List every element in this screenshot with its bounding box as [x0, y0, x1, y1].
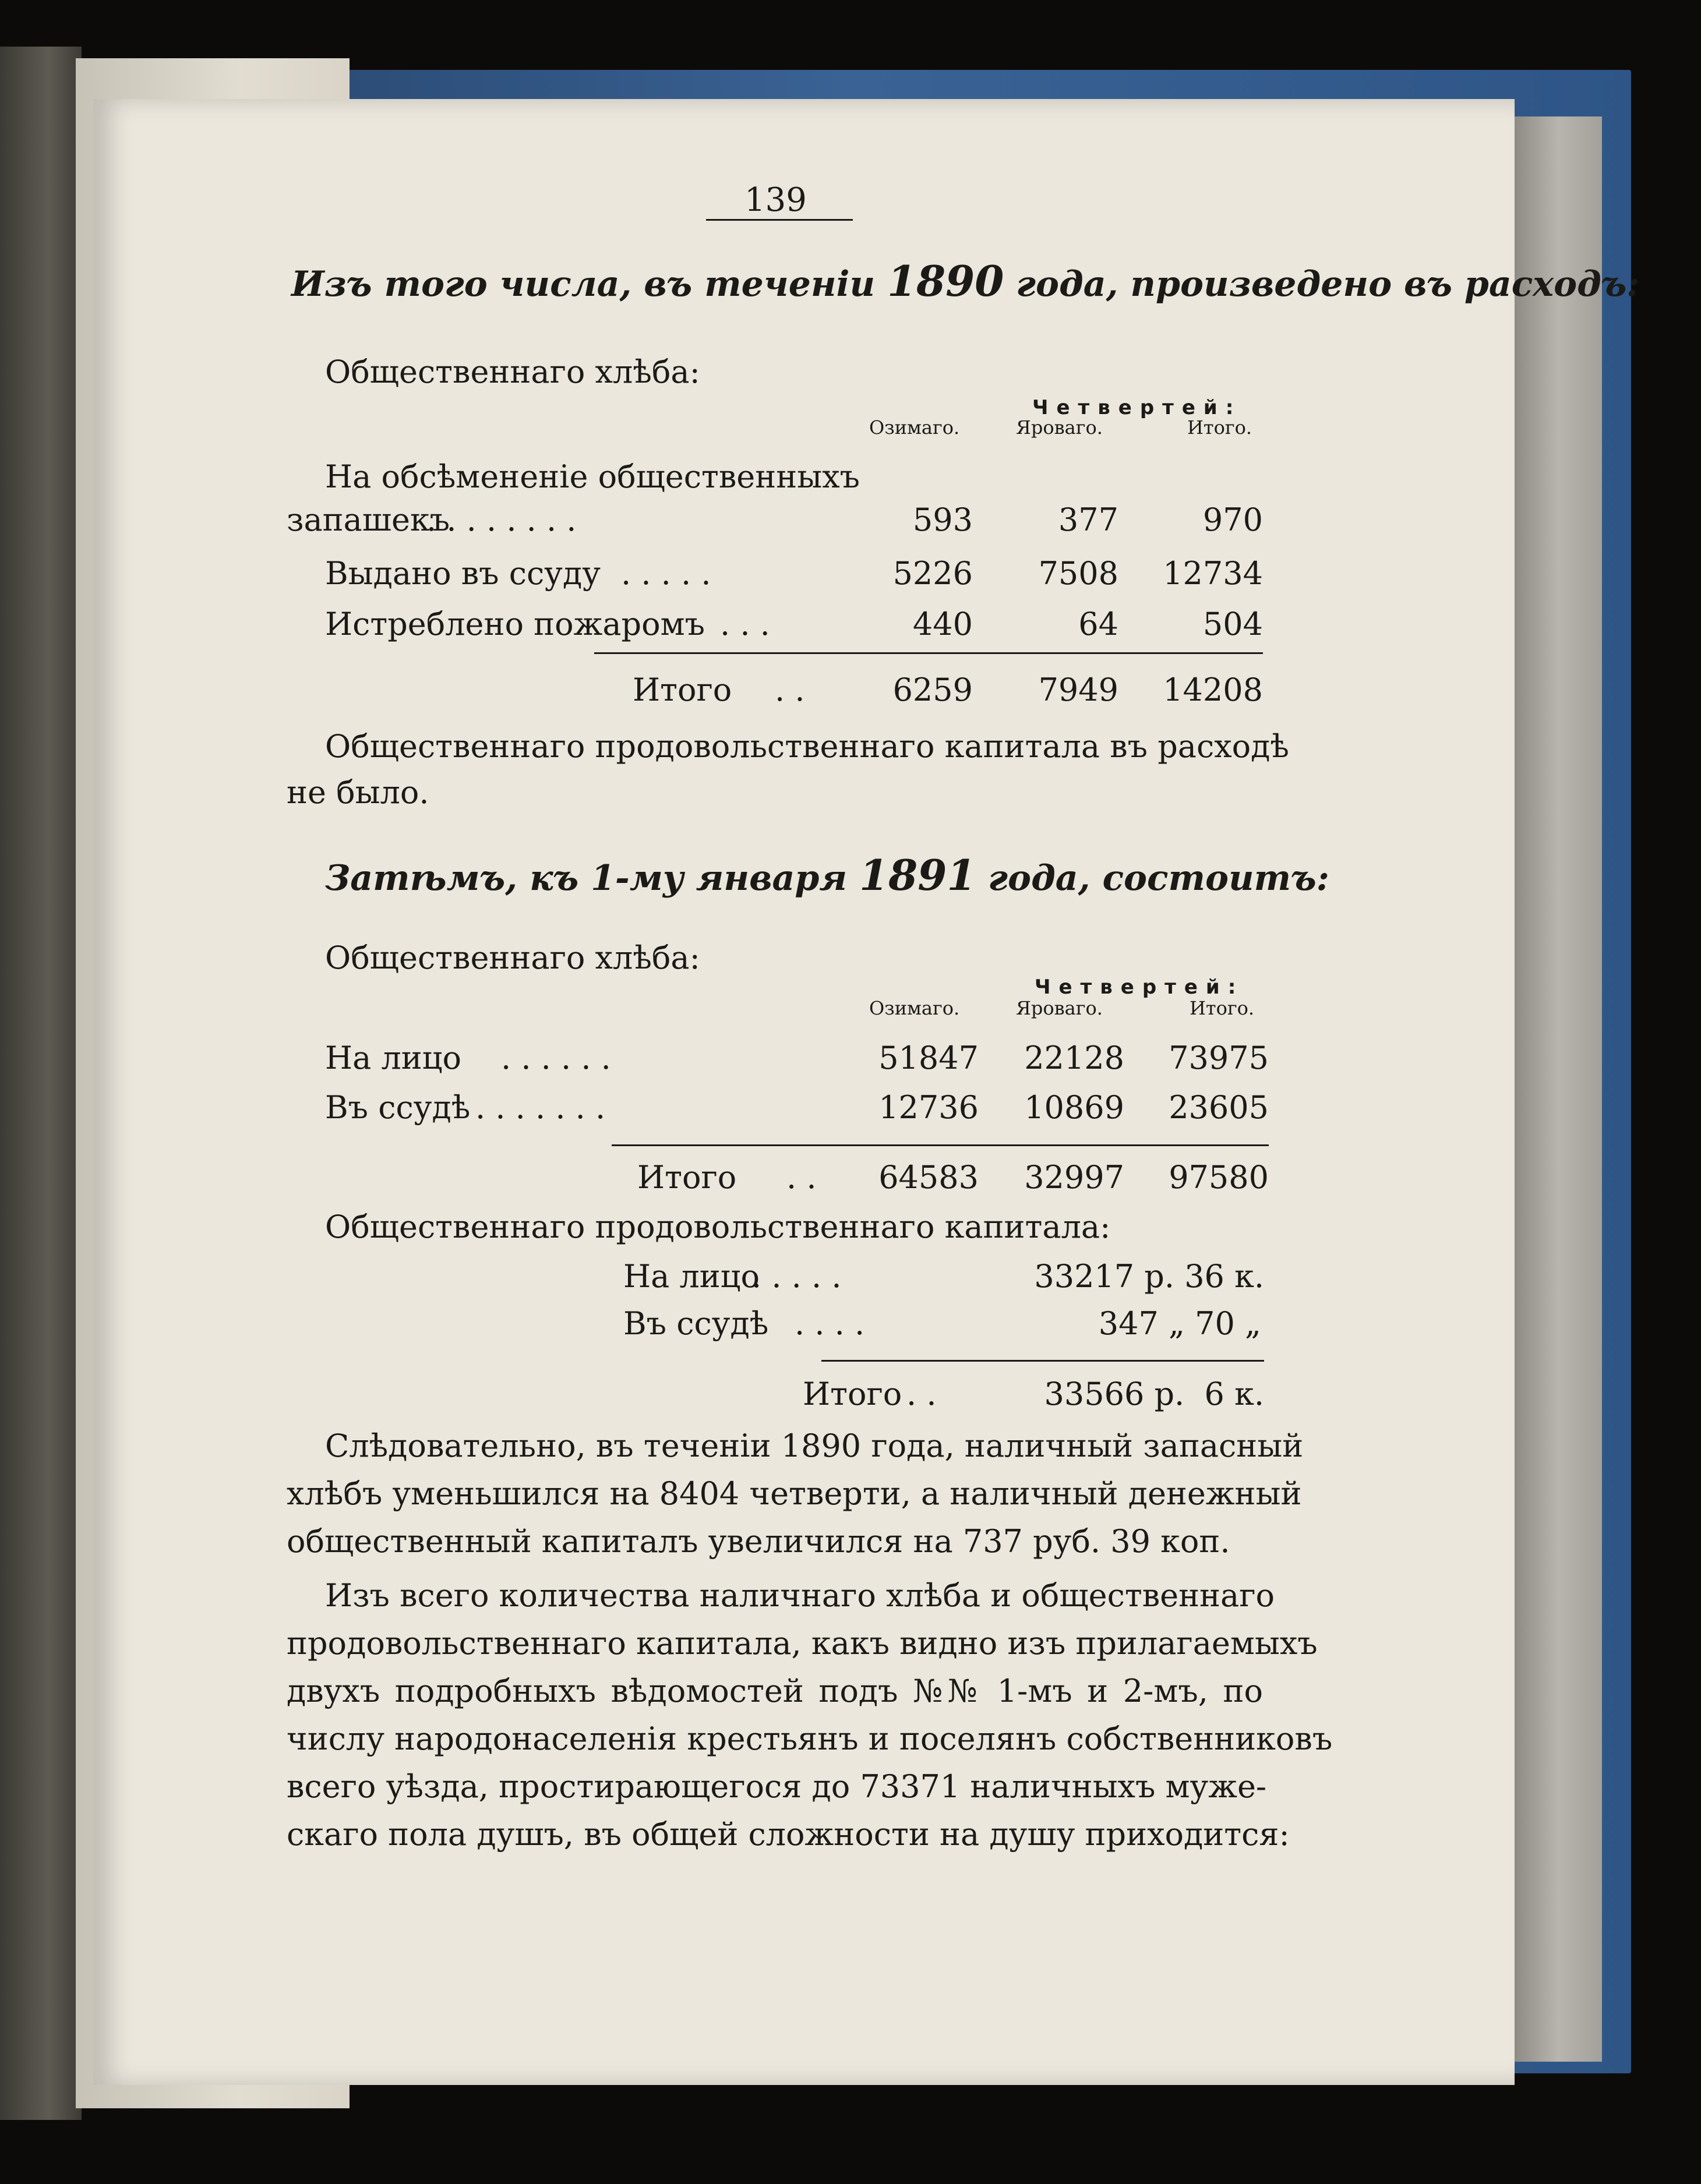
paragraph2-line: двухъ подробныхъ вѣдомостей подъ №№ 1-мъ и 2-мъ, по [287, 1673, 1263, 1709]
page-number: 139 [744, 181, 807, 219]
section1-col-header-total: Итого. [1187, 416, 1252, 439]
paragraph1-line: Слѣдовательно, въ теченіи 1890 года, наличный запасный [325, 1427, 1304, 1464]
back-page-edge [1515, 116, 1602, 2062]
section1-note-line: не было. [287, 774, 429, 811]
section2-total-rule [612, 1144, 1269, 1146]
section2-column-group-header: Четвертей: [1035, 976, 1244, 999]
section1-column-group-header: Четвертей: [1032, 396, 1242, 419]
capital-row-dots: . . . . . [751, 1258, 842, 1295]
capital-total-amount: 33566 р. 6 к. [1044, 1376, 1264, 1412]
row-value-spring: 7508 [1038, 555, 1118, 592]
row-value-total: 504 [1202, 606, 1263, 642]
row-value-total: 12734 [1163, 555, 1263, 592]
capital-total-rule [821, 1360, 1264, 1362]
capital-total-dots: . . [906, 1376, 937, 1412]
book-spine [0, 47, 82, 2120]
capital-title: Общественнаго продовольственнаго капитала: [325, 1208, 1111, 1245]
row-label: На лицо [325, 1040, 461, 1076]
section1-col-header-spring: Яроваго. [1016, 416, 1103, 439]
row-value-winter: 5226 [892, 555, 973, 592]
row-value-total: 970 [1202, 501, 1263, 538]
paragraph2-line: числу народонаселенія крестьянъ и поселянъ собственниковъ [287, 1720, 1333, 1757]
capital-row-dots: . . . . [795, 1305, 865, 1342]
total-value-spring: 7949 [1038, 672, 1118, 708]
capital-row-amount: 347 „ 70 „ [1098, 1305, 1261, 1342]
capital-total-label: Итого [803, 1376, 902, 1412]
section1-subtitle: Общественнаго хлѣба: [325, 354, 700, 390]
row-leader-dots: . . . . . . . . [426, 501, 577, 538]
row-value-winter: 12736 [878, 1089, 979, 1126]
row-leader-dots: . . . . . . [501, 1040, 611, 1076]
section2-col-header-winter: Озимаго. [869, 997, 960, 1019]
total-value-spring: 32997 [1024, 1159, 1124, 1196]
row-value-spring: 22128 [1024, 1040, 1124, 1076]
row-value-winter: 593 [912, 501, 973, 538]
total-value-total: 97580 [1169, 1159, 1269, 1196]
row-label-line1: На обсѣмененіе общественныхъ [325, 458, 860, 495]
row-label: Выдано въ ссуду [325, 555, 601, 592]
row-label: Истреблено пожаромъ [325, 606, 705, 642]
section2-heading: Затѣмъ, къ 1-му января 1891 года, состоитъ: [325, 850, 1329, 900]
capital-row-label: На лицо [623, 1258, 760, 1295]
row-leader-dots: . . . [720, 606, 770, 642]
row-label: Въ ссудѣ [325, 1089, 471, 1126]
paragraph2-line: продовольственнаго капитала, какъ видно изъ прилагаемыхъ [287, 1625, 1318, 1662]
capital-row-label: Въ ссудѣ [623, 1305, 769, 1342]
total-leader-dots: . . [786, 1159, 817, 1196]
paragraph2-line: Изъ всего количества наличнаго хлѣба и общественнаго [325, 1577, 1275, 1614]
section1-heading: Изъ того числа, въ теченіи 1890 года, произведено въ расходъ: [291, 256, 1640, 306]
total-leader-dots: . . [775, 672, 805, 708]
row-value-spring: 10869 [1024, 1089, 1124, 1126]
paragraph1-line: общественный капиталъ увеличился на 737 руб. 39 коп. [287, 1523, 1230, 1560]
section1-total-rule [594, 652, 1263, 654]
row-value-winter: 51847 [878, 1040, 979, 1076]
section2-col-header-total: Итого. [1190, 997, 1255, 1019]
row-value-winter: 440 [912, 606, 973, 642]
section2-subtitle: Общественнаго хлѣба: [325, 939, 700, 976]
section1-col-header-winter: Озимаго. [869, 416, 960, 439]
row-leader-dots: . . . . . [621, 555, 711, 592]
capital-row-amount: 33217 р. 36 к. [1034, 1258, 1264, 1295]
row-value-total: 23605 [1169, 1089, 1269, 1126]
section1-note-line: Общественнаго продовольственнаго капитала въ расходѣ [325, 728, 1289, 765]
total-value-winter: 64583 [878, 1159, 979, 1196]
section2-col-header-spring: Яроваго. [1016, 997, 1103, 1019]
row-value-total: 73975 [1169, 1040, 1269, 1076]
total-label: Итого [637, 1159, 737, 1196]
paragraph1-line: хлѣбъ уменьшился на 8404 четверти, а наличный денежный [287, 1475, 1302, 1512]
total-label: Итого [633, 672, 732, 708]
total-value-winter: 6259 [892, 672, 973, 708]
row-leader-dots: . . . . . . . [475, 1089, 606, 1126]
total-value-total: 14208 [1163, 672, 1263, 708]
row-value-spring: 64 [1078, 606, 1118, 642]
paragraph2-line: скаго пола душъ, въ общей сложности на душу приходится: [287, 1816, 1290, 1853]
row-label: запашекъ [287, 501, 450, 538]
row-value-spring: 377 [1058, 501, 1118, 538]
paragraph2-line: всего уѣзда, простирающегося до 73371 наличныхъ муже- [287, 1768, 1267, 1805]
page-number-rule [706, 219, 853, 221]
